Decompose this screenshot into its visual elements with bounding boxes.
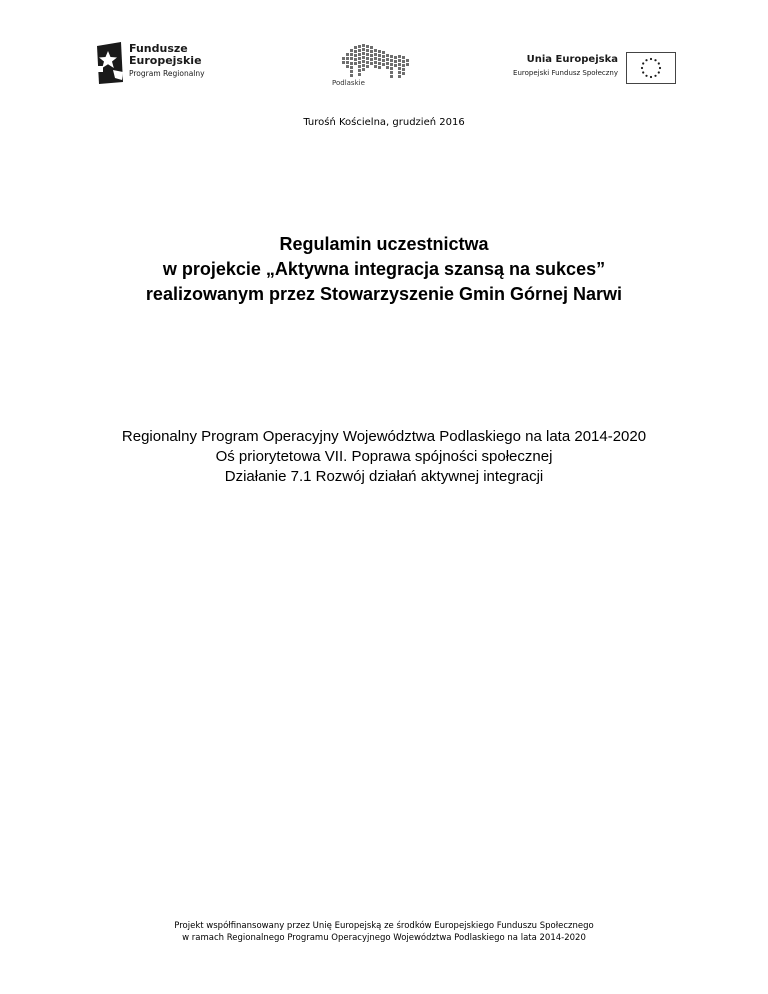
fe-logo-line3: Program Regionalny: [129, 69, 205, 78]
footer-line-2: w ramach Regionalnego Programu Operacyjnego Województwa Podlaskiego na lata 2014-2020: [182, 933, 586, 943]
place-date: Turośń Kościelna, grudzień 2016: [303, 117, 465, 128]
title-line-2: w projekcie „Aktywna integracja szansą na sukces”: [162, 259, 606, 279]
program-line-3: Działanie 7.1 Rozwój działań aktywnej integracji: [224, 468, 544, 485]
ue-logo-title: Unia Europejska: [526, 54, 618, 65]
unia-europejska-logo: [500, 52, 680, 84]
document-title: [0, 232, 768, 307]
podlaskie-logo-label: Podlaskie: [332, 79, 365, 87]
podlaskie-logo: [332, 44, 416, 90]
title-line-1: Regulamin uczestnictwa: [279, 234, 489, 254]
footer-line-1: Projekt współfinansowany przez Unię Europejską ze środków Europejskiego Funduszu Społecznego: [174, 921, 594, 931]
fundusze-europejskie-logo: [95, 42, 235, 88]
fundusze-europejskie-star-icon: [95, 42, 125, 84]
fe-logo-line1: Fundusze: [129, 42, 188, 55]
eu-flag-icon: [626, 52, 676, 84]
fe-logo-line2: Europejskie: [129, 54, 202, 67]
program-info: [0, 427, 768, 487]
bison-icon: [338, 44, 414, 78]
program-line-1: Regionalny Program Operacyjny Województwa Podlaskiego na lata 2014-2020: [121, 428, 647, 445]
title-line-3: realizowanym przez Stowarzyszenie Gmin Górnej Narwi: [145, 284, 623, 304]
page-footer: [0, 920, 768, 944]
program-line-2: Oś priorytetowa VII. Poprawa spójności społecznej: [215, 448, 553, 465]
ue-logo-subtitle: Europejski Fundusz Społeczny: [513, 69, 618, 77]
